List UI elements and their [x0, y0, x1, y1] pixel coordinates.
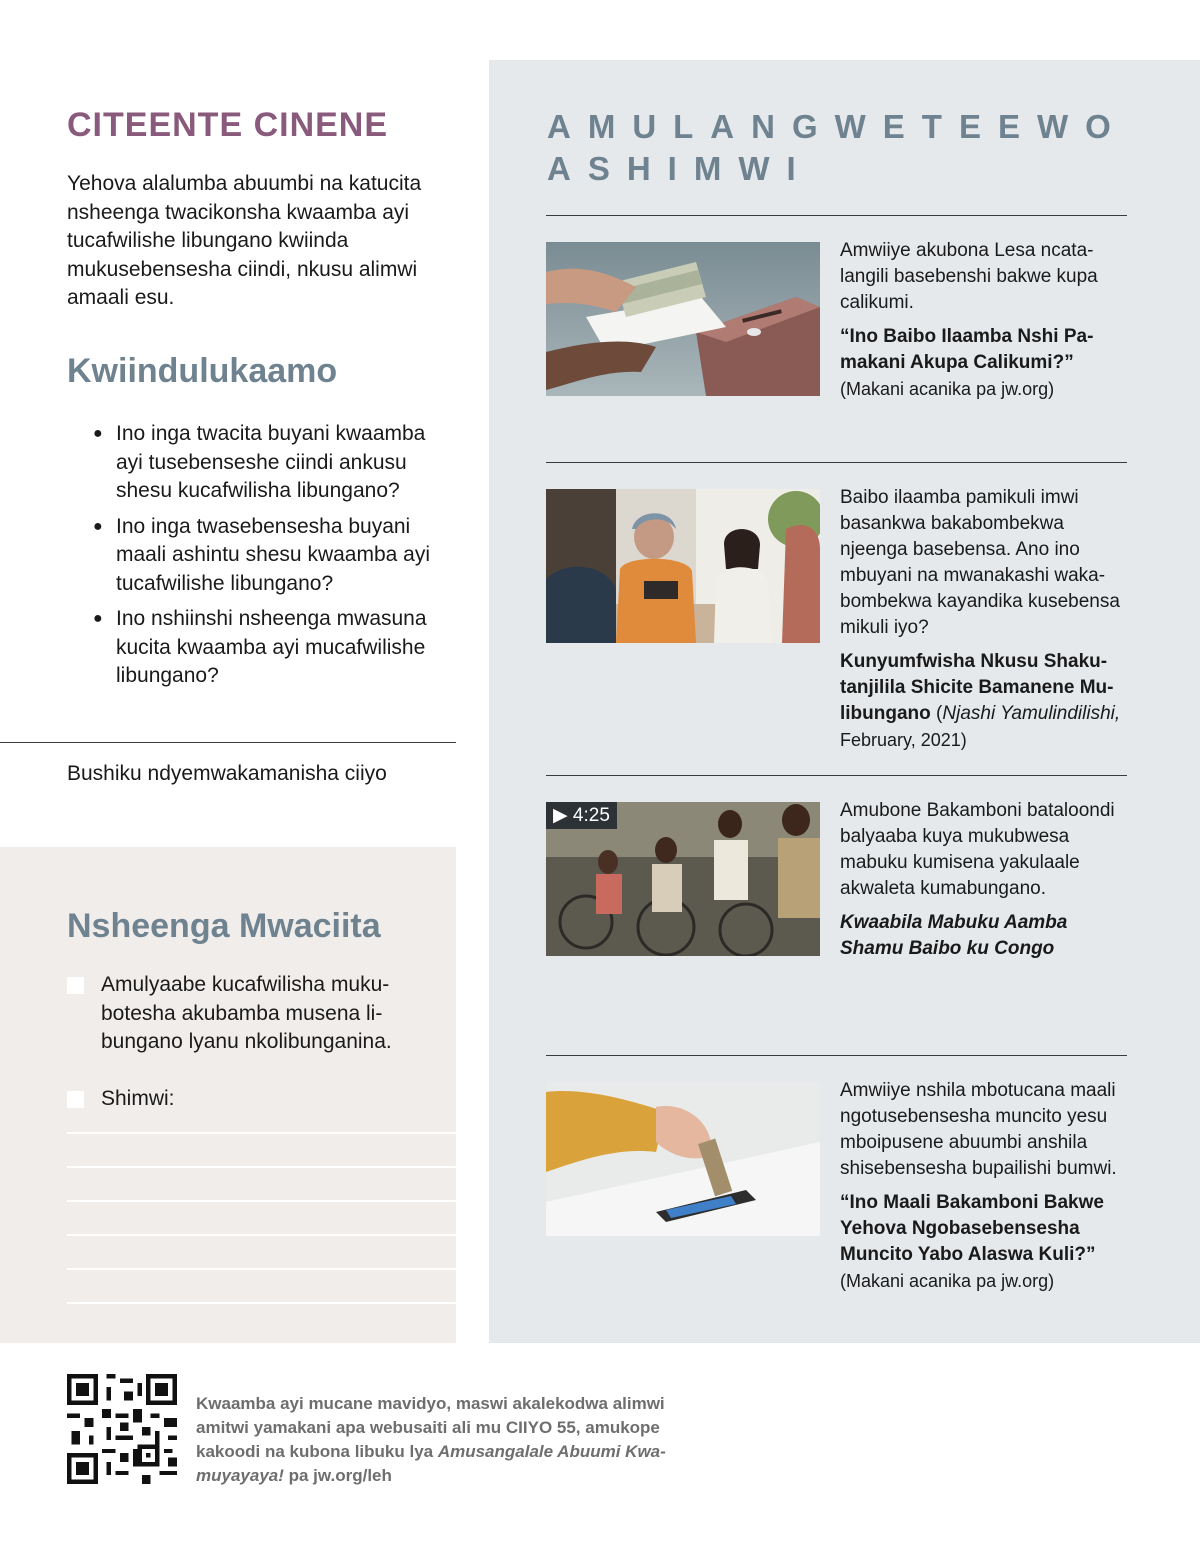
resource-link-title[interactable]: “Ino Baibo Ilaamba Nshi Pamakani Akupa Calikumi?”	[840, 326, 1094, 373]
divider	[546, 462, 1127, 463]
offering-envelope-illustration	[546, 242, 820, 396]
review-title: Kwiindulukaamo	[67, 352, 338, 390]
publication-name: Njashi Yamulindilishi,	[942, 703, 1121, 724]
women-discussion-image[interactable]	[546, 489, 820, 643]
resource-description: Amubone Bakamboni bataloondi balyaaba kuya mukubwesa mabuku kumisena yakulaale akwaleta kumabungano.	[840, 800, 1115, 899]
resource-link-title[interactable]: Kwaabila Mabuku Aamba Shamu Baibo ku Congo	[840, 912, 1068, 959]
review-question: ● Ino nshiinshi nsheenga mwasuna kucita kwaamba ayi mucafwilishe libungano?	[93, 607, 427, 687]
resource-description: Amwiiye nshila mbotucana maali ngotusebensesha muncito yesu mboipusene abuumbi anshila shisebensesha bupailishi bumwi.	[840, 1080, 1117, 1179]
key-point-title: CITEENTE CINENE	[67, 106, 389, 144]
goal-text: Shimwi:	[101, 1087, 175, 1110]
video-duration: 4:25	[572, 805, 610, 826]
write-line[interactable]	[67, 1268, 456, 1270]
resource-description: Amwiiye akubona Lesa ncatalangili basebenshi bakwe kupa calikumi.	[840, 240, 1098, 313]
bullet-icon: ●	[93, 610, 103, 627]
qr-code-icon[interactable]	[67, 1374, 177, 1484]
explore-title: AMULANGWETEEWO ASHIMWI	[547, 108, 1128, 187]
goals-title: Nsheenga Mwaciita	[67, 907, 381, 945]
donation-slot-image[interactable]	[546, 1082, 820, 1236]
hand-donation-photo	[546, 1082, 820, 1236]
resource-text	[840, 798, 1135, 962]
resource-text	[840, 238, 1135, 402]
goal-text: Amulyaabe kucafwilisha mukubotesha akubamba musena libungano lyanu nkolibunganina.	[101, 973, 392, 1053]
write-line[interactable]	[67, 1200, 456, 1202]
divider	[0, 742, 456, 743]
resource-description: Baibo ilaamba pamikuli imwi basankwa bakabombekwa njeenga basebensa. Ano ino mbuyani na mwanakashi wakabombekwa kayandika kusebensa mikuli iyo?	[840, 487, 1120, 638]
offering-envelope-image[interactable]	[546, 242, 820, 396]
resource-source: February, 2021)	[840, 730, 967, 750]
divider	[546, 775, 1127, 776]
bullet-icon: ●	[93, 425, 103, 442]
resource-source: (Makani acanika pa jw.org)	[840, 379, 1055, 399]
resource-source: (Makani acanika pa jw.org)	[840, 1271, 1055, 1291]
key-point-text: Yehova alalumba abuumbi na katucita nsheenga twacikonsha kwaamba ayi tucafwilishe libungano kwiinda mukusebensesha ciindi, nkusu alimwi amaali esu.	[67, 172, 422, 309]
video-duration-badge[interactable]	[546, 802, 617, 829]
write-line[interactable]	[67, 1132, 456, 1134]
review-question: ● Ino inga twasebensesha buyani maali ashintu shesu kwaamba ayi tucafwilishe libungano?	[93, 514, 430, 595]
resource-link-title[interactable]: “Ino Maali Bakamboni Bakwe Yehova Ngobasebensesha Muncito Yabo Alaswa Kuli?”	[840, 1192, 1104, 1265]
goal-checkbox[interactable]	[67, 1091, 84, 1108]
write-line[interactable]	[67, 1234, 456, 1236]
review-question: ● Ino inga twacita buyani kwaamba ayi tusebenseshe ciindi ankusu shesu kucafwilisha libungano?	[93, 422, 426, 502]
footer-note: Kwaamba ayi mucane mavidyo, maswi akalekodwa alimwi amitwi yamakani apa webusaiti ali mu CIIYO 55, amukope kakoodi na kubona libuku lya Amusangalale Abuumi Kwamuyayaya! pa jw.org/leh	[196, 1394, 666, 1485]
resource-link[interactable]: Kunyumfwisha Nkusu Shakutanjilila Shicite Bamanene Mulibungano (Njashi Yamulindilishi,	[840, 651, 1121, 724]
write-line[interactable]	[67, 1302, 456, 1304]
bicycle-video-thumbnail[interactable]	[546, 802, 820, 956]
resource-link-title[interactable]: Kunyumfwisha Nkusu Shakutanjilila Shicite Bamanene Mulibungano	[840, 651, 1114, 724]
goal-checkbox[interactable]	[67, 977, 84, 994]
divider	[546, 215, 1127, 216]
resource-text	[840, 1078, 1135, 1294]
goals-panel	[0, 847, 456, 1343]
divider	[546, 1055, 1127, 1056]
resource-text	[840, 485, 1135, 753]
play-icon: ▶	[553, 805, 568, 826]
review-questions	[93, 420, 458, 698]
book-title: Amusangalale Abuumi Kwamuyayaya!	[196, 1442, 666, 1485]
explore-panel	[489, 60, 1200, 1343]
women-discussion-photo	[546, 489, 820, 643]
date-completed-label[interactable]: Bushiku ndyemwakamanisha ciiyo	[67, 762, 387, 785]
write-line[interactable]	[67, 1166, 456, 1168]
bullet-icon: ●	[93, 517, 103, 535]
